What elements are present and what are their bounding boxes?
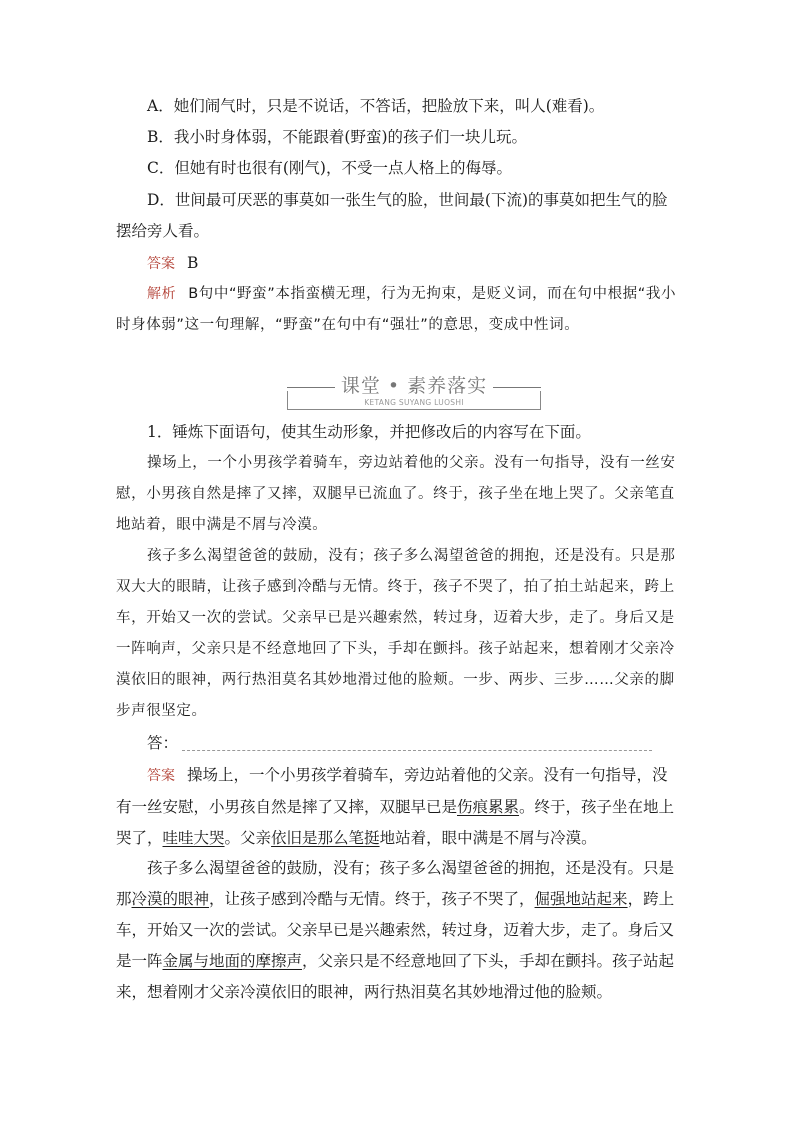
analysis-label: 解析 [147, 286, 177, 302]
underlined-revision: 冷漠的眼神 [131, 890, 210, 908]
option-b: B．我小时身体弱，不能跟着(野蛮)的孩子们一块儿玩。 [147, 128, 527, 146]
option-a: A．她们闹气时，只是不说话，不答话，把脸放下来，叫人(难看)。 [147, 97, 605, 115]
passage-paragraph-2: 孩子多么渴望爸爸的鼓励，没有；孩子多么渴望爸爸的拥抱，还是没有。只是那双大大的眼睛，让孩子感到冷酷与无情。终于，孩子不哭了，拍了拍土站起来，跨上车，开始又一次的尝试。父亲早已是兴趣索然，转过身，迈着大步，走了。身后又是一阵响声，父亲只是不经意地回了下头，手却在颤抖。孩子站起来，想着刚才父亲冷漠依旧的眼神，两行热泪莫名其妙地滑过他的脸颊。一步、两步、三步……父亲的脚步声很坚定。 [116, 548, 676, 719]
answer-label: 答案 [147, 256, 175, 272]
underlined-revision: 金属与地面的摩擦声 [162, 952, 303, 970]
answer-line [116, 248, 682, 280]
answer-text: 孩子多么渴望爸爸的鼓励，没有；孩子多么渴望爸爸的拥抱，还是没有。只是那 [116, 859, 675, 908]
answer-text: 。终于，孩子坐在地上哭了， [116, 798, 675, 847]
section-subtitle: KETANG SUYANG LUOSHI [364, 398, 464, 407]
answer-paragraph-2 [116, 853, 682, 1008]
question-text: 1．锤炼下面语句，使其生动形象，并把修改后的内容写在下面。 [147, 423, 591, 441]
section-banner [287, 371, 541, 411]
answer-text: 。父亲 [224, 829, 272, 847]
answer-paragraph-1 [116, 760, 682, 854]
answer-text: ，跨上车，开始又一次的尝试。父亲早已是兴趣索然，转过身，迈着大步，走了。身后又是一阵 [116, 890, 675, 970]
section-title: 课堂 • 素养落实 [287, 371, 541, 398]
analysis-text: B句中“野蛮”本指蛮横无理，行为无拘束，是贬义词，而在句中根据“我小时身体弱”这一句理解，“野蛮”在句中有“强壮”的意思，变成中性词。 [116, 286, 677, 333]
underlined-revision: 伤痕累累 [457, 798, 520, 816]
analysis-paragraph [116, 279, 682, 341]
option-d: D．世间最可厌恶的事莫如一张生气的脸，世间最(下流)的事莫如把生气的脸摆给旁人看。 [116, 191, 668, 240]
answer-text: 操场上，一个小男孩学着骑车，旁边站着他的父亲。没有一句指导，没有一丝安慰，小男孩自然是摔了又摔，双腿早已是 [116, 766, 668, 816]
answer2-label: 答案 [147, 768, 175, 784]
answer-text: 地站着，眼中满是不屑与冷漠。 [379, 829, 597, 847]
underlined-revision: 倔强地站起来 [534, 890, 628, 908]
answer-prompt-line [116, 728, 682, 759]
option-c: C．但她有时也很有(刚气)，不受一点人格上的侮辱。 [147, 159, 512, 177]
answer-text: ，让孩子感到冷酷与无情。终于，孩子不哭了， [209, 890, 535, 908]
passage-paragraph-1: 操场上，一个小男孩学着骑车，旁边站着他的父亲。没有一句指导，没有一丝安慰，小男孩自然是摔了又摔，双腿早已流血了。终于，孩子坐在地上哭了。父亲笔直地站着，眼中满是不屑与冷漠。 [116, 455, 676, 533]
underlined-revision: 依旧是那么笔挺 [271, 829, 380, 847]
answer-text: ，父亲只是不经意地回了下头，手却在颤抖。孩子站起来，想着刚才父亲冷漠依旧的眼神，两行热泪莫名其妙地滑过他的脸颊。 [116, 952, 675, 1001]
answer-prompt: 答： [147, 734, 179, 752]
answer-value: B [187, 254, 199, 272]
answer-blank[interactable] [182, 738, 652, 751]
underlined-revision: 哇哇大哭 [162, 829, 225, 847]
